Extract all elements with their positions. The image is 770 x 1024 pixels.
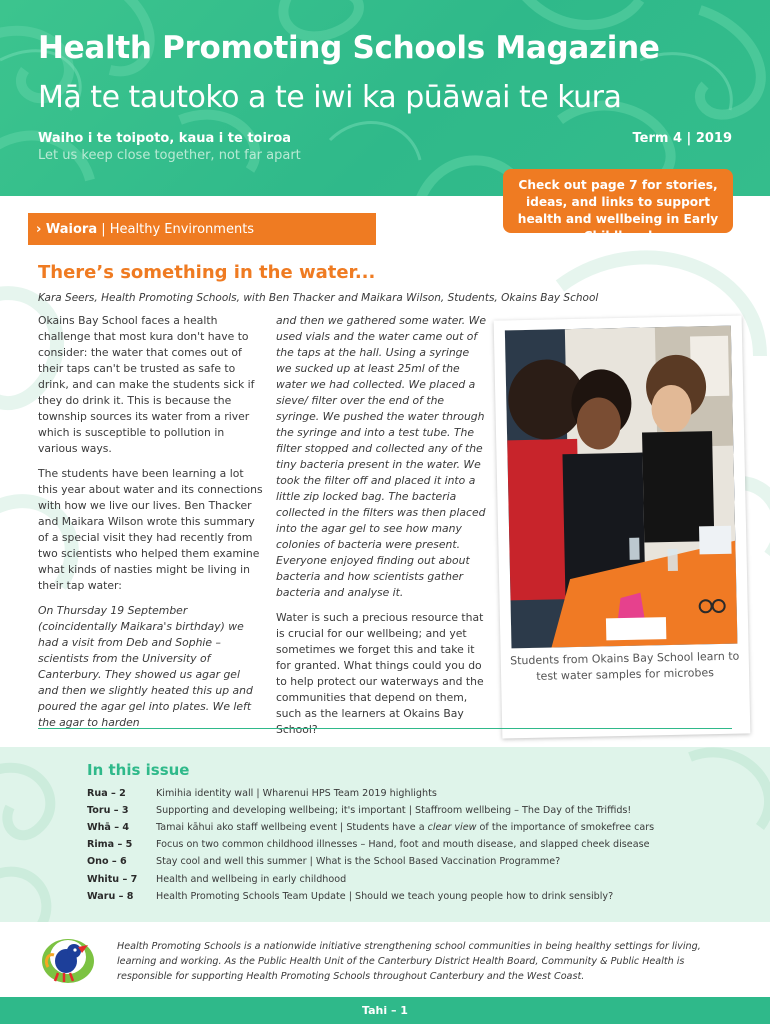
contents-description: Health Promoting Schools Team Update | Should we teach young people how to drink sensibly? [156, 891, 614, 902]
contents-description: Stay cool and well this summer | What is the School Based Vaccination Programme? [156, 856, 561, 867]
pukeko-bird-icon [40, 933, 96, 985]
student-account-paragraph: and then we gathered some water. We used vials and the water came out of the taps at the hall. Using a syringe we sucked up at least 25ml of the water we had collected. We placed a sieve/ filter over the end of the syringe. We pushed the water through the syringe and into a test tube. The filter stopped and collected any of the tiny bacteria present in the water. We took the filter off and placed it into a little zip locked bag. The bacteria collected in the filters was then placed into the agar gel to see how many colonies of bacteria were present. Everyone enjoyed finding out about bacteria and how scientists gather bacteria and analyse it. [276, 314, 486, 599]
issue-term-date: Term 4 | 2019 [632, 131, 732, 146]
page-number-bar [0, 997, 770, 1024]
photo-frame [494, 315, 751, 738]
contents-page-number: Rua – 2 [87, 788, 126, 799]
contents-page-number: Rima – 5 [87, 839, 133, 850]
article-column-1 [38, 313, 263, 740]
students-testing-water-photo [505, 326, 738, 649]
article-headline: There’s something in the water... [38, 262, 376, 283]
article-paragraph: The students have been learning a lot this year about water and its connections with how we live our lives. Ben Thacker and Maikara Wilson wrote this summary of a special visit they had recently from two scientists who helped them examine what kinds of nasties might be living in their tap water: [38, 467, 263, 592]
contents-description-part: of the importance of smokefree cars [476, 822, 655, 833]
in-this-issue-heading: In this issue [87, 761, 190, 779]
magazine-subtitle-maori: Mā te tautoko a te iwi ka pūāwai te kura [38, 80, 622, 115]
photo-illustration [505, 326, 738, 649]
article-paragraph: Water is such a precious resource that is crucial for our wellbeing; and yet sometimes we forget this and take it for granted. What things could you do to help protect our waterways and the communities that depend on them, such as the learners at Okains Bay School? [276, 611, 484, 736]
contents-description [156, 822, 654, 833]
section-separator: | [97, 222, 110, 237]
contents-page-number: Whitu – 7 [87, 874, 138, 885]
contents-page-number: Toru – 3 [87, 805, 129, 816]
article-byline: Kara Seers, Health Promoting Schools, with Ben Thacker and Maikara Wilson, Students, Okains Bay School [38, 292, 599, 304]
contents-page-number: Whā – 4 [87, 822, 130, 833]
contents-description: Supporting and developing wellbeing; it's important | Staffroom wellbeing – The Day of the Triffids! [156, 805, 632, 816]
contents-page-number: Waru – 8 [87, 891, 134, 902]
in-this-issue-panel [0, 747, 770, 922]
section-banner [28, 213, 376, 245]
divider-line [38, 728, 732, 729]
masthead [0, 0, 770, 196]
health-promoting-schools-logo [40, 933, 96, 985]
section-prefix: › Waiora [36, 222, 98, 237]
early-childhood-callout: Check out page 7 for stories, ideas, and links to support health and wellbeing in Early Childhood [503, 169, 733, 233]
hps-description: Health Promoting Schools is a nationwide initiative strengthening school communities in being healthy settings for living, learning and working. As the Public Health Unit of the Canterbury District Health Board, Community & Public Health is responsible for supporting Health Promoting Schools throughout Canterbury and the West Coast. [117, 941, 701, 982]
section-name: Healthy Environments [109, 222, 255, 237]
magazine-title: Health Promoting Schools Magazine [38, 30, 660, 66]
contents-description: Focus on two common childhood illnesses – Hand, foot and mouth disease, and slapped cheek disease [156, 839, 650, 850]
contents-description: Kimihia identity wall | Wharenui HPS Team 2019 highlights [156, 788, 437, 799]
photo-caption: Students from Okains Bay School learn to test water samples for microbes [510, 649, 740, 683]
contents-description-emphasis: clear view [427, 822, 477, 833]
article-column-2 [276, 313, 486, 747]
whakatauki-maori: Waiho i te toipoto, kaua i te toiroa [38, 131, 292, 146]
contents-description-part: Tamai kāhui ako staff wellbeing event | Students have a [156, 822, 428, 833]
student-account-paragraph: On Thursday 19 September (coincidentally Maikara's birthday) we had a visit from Deb and Sophie – scientists from the University of Canterbury. They showed us agar gel and then we slightly heated this up and poured the agar gel into plates. We left the agar to harden [38, 604, 253, 729]
page-number: Tahi – 1 [362, 1004, 408, 1017]
whakatauki-english: Let us keep close together, not far apart [38, 148, 301, 163]
contents-description: Health and wellbeing in early childhood [156, 874, 347, 885]
contents-page-number: Ono – 6 [87, 856, 127, 867]
article-paragraph: Okains Bay School faces a health challenge that most kura don't have to consider: the water that comes out of their taps can't be trusted as safe to drink, and can make the students sick if they do drink it. This is because the township sources its water from a river which is susceptible to pollution in various ways. [38, 314, 255, 455]
